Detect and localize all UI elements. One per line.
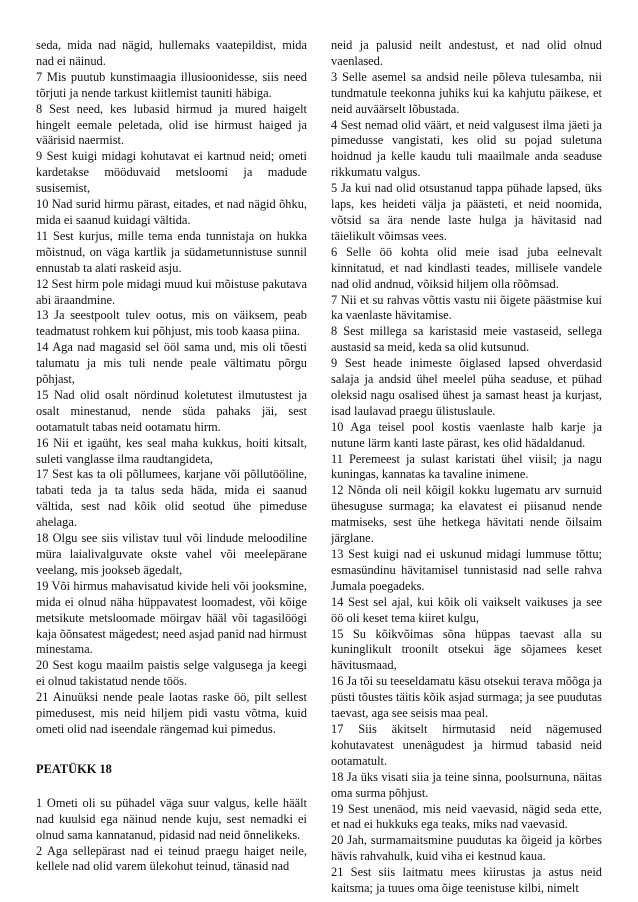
- verse-paragraph: 6 Selle öö kohta olid meie isad juba eelnevalt kinnitatud, et nad kindlasti teades, millisele vandele nad olid andnud, võiksid hiljem olla rõõmsad.: [331, 244, 602, 291]
- verse-paragraph: 7 Mis puutub kunstimaagia illusioonidesse, siis need tõrjuti ja nende tarkust kiitlemist tauniti häbiga.: [36, 69, 307, 100]
- verse-paragraph: 20 Jah, surmamaitsmine puudutas ka õigeid ja kõrbes hävis rahvahulk, kuid viha ei kestnud kaua.: [331, 833, 602, 864]
- verse-paragraph: 14 Aga nad magasid sel ööl sama und, mis oli tõesti talumatu ja mis tuli nende peale vältimatu põrgu põhjast,: [36, 340, 307, 387]
- verse-paragraph: 5 Ja kui nad olid otsustanud tappa pühade lapsed, üks laps, kes heideti välja ja päästeti, et neid noomida, võtsid sa ära nende laste hulga ja hävitasid nad täielikult võimsas vees.: [331, 181, 602, 243]
- verse-paragraph: 8 Sest millega sa karistasid meie vastaseid, sellega austasid sa meid, keda sa olid kutsunud.: [331, 324, 602, 355]
- verse-paragraph: 2 Aga sellepärast nad ei teinud praegu haiget neile, kellele nad olid varem ülekohut teinud, tänasid nad: [36, 843, 307, 874]
- verse-paragraph: 16 Ja tõi su teeseldamatu käsu otsekui terava mõõga ja püsti tõustes täitis kõik asjad surmaga; ja see puudutas taevast, aga see seisis maa peal.: [331, 674, 602, 721]
- verse-paragraph: 18 Olgu see siis vilistav tuul või lindude meloodiline müra laialivalguvate okste vahel või meelepärane veelang, mis jookseb ägedalt,: [36, 531, 307, 577]
- verse-paragraph: 15 Nad olid osalt nördinud koletutest ilmutustest ja osalt minestanud, nende süda pahaks jäi, sest ootamatult tabas neid ootamatu hirm.: [36, 387, 307, 434]
- verse-paragraph: 21 Sest siis laitmatu mees kiirustas ja astus neid kaitsma; ja tuues oma õige teenistuse kilbi, nimelt: [331, 865, 602, 896]
- verse-paragraph: 3 Selle asemel sa andsid neile põleva tulesamba, nii tundmatule teekonna juhiks kui ka kahjutu päikese, et neid auväärselt lõbustada.: [331, 69, 602, 116]
- verse-paragraph: 1 Ometi oli su pühadel väga suur valgus, kelle häält nad kuulsid ega näinud nende kuju, sest nemadki ei olnud sama kannatanud, pidasid nad neid õnnelikeks.: [36, 795, 307, 842]
- left-column: [36, 38, 307, 878]
- verse-paragraph: 19 Või hirmus mahavisatud kivide heli või jooksmine, mida ei olnud näha hüppavatest loomadest, või kõige metsikute metsloomade möirgav hääl või tagasilöögi kaja õõnsatest mägedest; need asjad panid nad hirmust minestama.: [36, 578, 307, 657]
- verse-paragraph: seda, mida nad nägid, hullemaks vaatepildist, mida nad ei näinud.: [36, 38, 307, 68]
- verse-paragraph: 17 Siis äkitselt hirmutasid neid nägemused kohutavatest unenägudest ja hirmud tabasid neid ootamatult.: [331, 721, 602, 768]
- verse-paragraph: 7 Nii et su rahvas võttis vastu nii õigete päästmise kui ka vaenlaste hävitamise.: [331, 292, 602, 323]
- verse-paragraph: 21 Ainuüksi nende peale laotas raske öö, pilt sellest pimedusest, mis neid hiljem pidi vastu võtma, kuid ometi olid nad iseendale rängemad kui pimedus.: [36, 690, 307, 736]
- verse-paragraph: 14 Sest sel ajal, kui kõik oli vaikselt vaikuses ja see öö oli keset tema kiiret kulgu,: [331, 594, 602, 625]
- verse-paragraph: neid ja palusid neilt andestust, et nad olid olnud vaenlased.: [331, 38, 602, 68]
- verse-paragraph: 11 Sest kurjus, mille tema enda tunnistaja on hukka mõistnud, on väga kartlik ja südametunnistuse sunnil ennustab ta alati raskeid asju.: [36, 228, 307, 275]
- verse-paragraph: 13 Ja seestpoolt tulev ootus, mis on väiksem, peab teadmatust rohkem kui põhjust, mis toob kaasa piina.: [36, 308, 307, 339]
- verse-paragraph: 19 Sest unenäod, mis neid vaevasid, nägid seda ette, et nad ei hukkuks ega teaks, miks nad vaevasid.: [331, 801, 602, 832]
- verse-paragraph: 16 Nii et igaüht, kes seal maha kukkus, hoiti kitsalt, suleti vanglasse ilma raudtangideta,: [36, 435, 307, 466]
- verse-paragraph: 10 Aga teisel pool kostis vaenlaste halb karje ja nutune lärm kanti laste pärast, kes olid hädaldanud.: [331, 419, 602, 450]
- verse-paragraph: 12 Sest hirm pole midagi muud kui mõistuse pakutava abi äraandmine.: [36, 276, 307, 307]
- verse-paragraph: 10 Nad surid hirmu pärast, eitades, et nad nägid õhku, mida ei saanud kuidagi vältida.: [36, 197, 307, 227]
- verse-paragraph: 13 Sest kuigi nad ei uskunud midagi lummuse tõttu; esmasündinu hävitamisel tunnistasid nad selle rahva Jumala poegadeks.: [331, 547, 602, 593]
- chapter-heading: PEATÜKK 18: [36, 761, 112, 776]
- verse-paragraph: 4 Sest nemad olid väärt, et neid valgusest ilma jäeti ja pimedusse vangistati, kes olid su pojad suletuna hoidnud ja kelle kaudu tuli maailmale anda seaduse rikkumatu valgus.: [331, 117, 602, 180]
- verse-paragraph: 11 Peremeest ja sulast karistati ühel viisil; ja nagu kuningas, kannatas ka tavaline inimene.: [331, 451, 602, 482]
- verse-paragraph: 18 Ja üks visati siia ja teine sinna, poolsurnuna, näitas oma surma põhjust.: [331, 769, 602, 800]
- verse-paragraph: 9 Sest kuigi midagi kohutavat ei kartnud neid; ometi kardetakse mööduvaid metsloomi ja madude susisemist,: [36, 149, 307, 196]
- verse-paragraph: 20 Sest kogu maailm paistis selge valgusega ja keegi ei olnud takistatud nende töös.: [36, 658, 307, 689]
- verse-paragraph: 12 Nõnda oli neil kõigil kokku lugematu arv surnuid ühesuguse surmaga; ka elavatest ei piisanud nende matmiseks, sest ühe hetkega hävitati nende õilsaim järglane.: [331, 483, 602, 546]
- right-column: [331, 38, 602, 896]
- verse-paragraph: 15 Su kõikvõimas sõna hüppas taevast alla su kuninglikult troonilt otsekui äge sõjamees keset hävitusmaad,: [331, 626, 602, 673]
- document-page: [36, 38, 602, 896]
- verse-paragraph: 17 Sest kas ta oli põllumees, karjane või põllutööline, tabati teda ja ta talus seda häda, mida ei saanud vältida, sest nad kõik olid seotud ühe pimeduse ahelaga.: [36, 467, 307, 530]
- verse-paragraph: 8 Sest need, kes lubasid hirmud ja mured haigelt hingelt eemale peletada, olid ise hirmust haiged ja väärisid naermist.: [36, 101, 307, 148]
- verse-paragraph: 9 Sest heade inimeste õiglased lapsed ohverdasid salaja ja andsid ühel meelel püha seaduse, et pühad oleksid nagu osalised ühest ja samast heast ja kurjast, isad laulavad praegu ülistuslaule.: [331, 356, 602, 418]
